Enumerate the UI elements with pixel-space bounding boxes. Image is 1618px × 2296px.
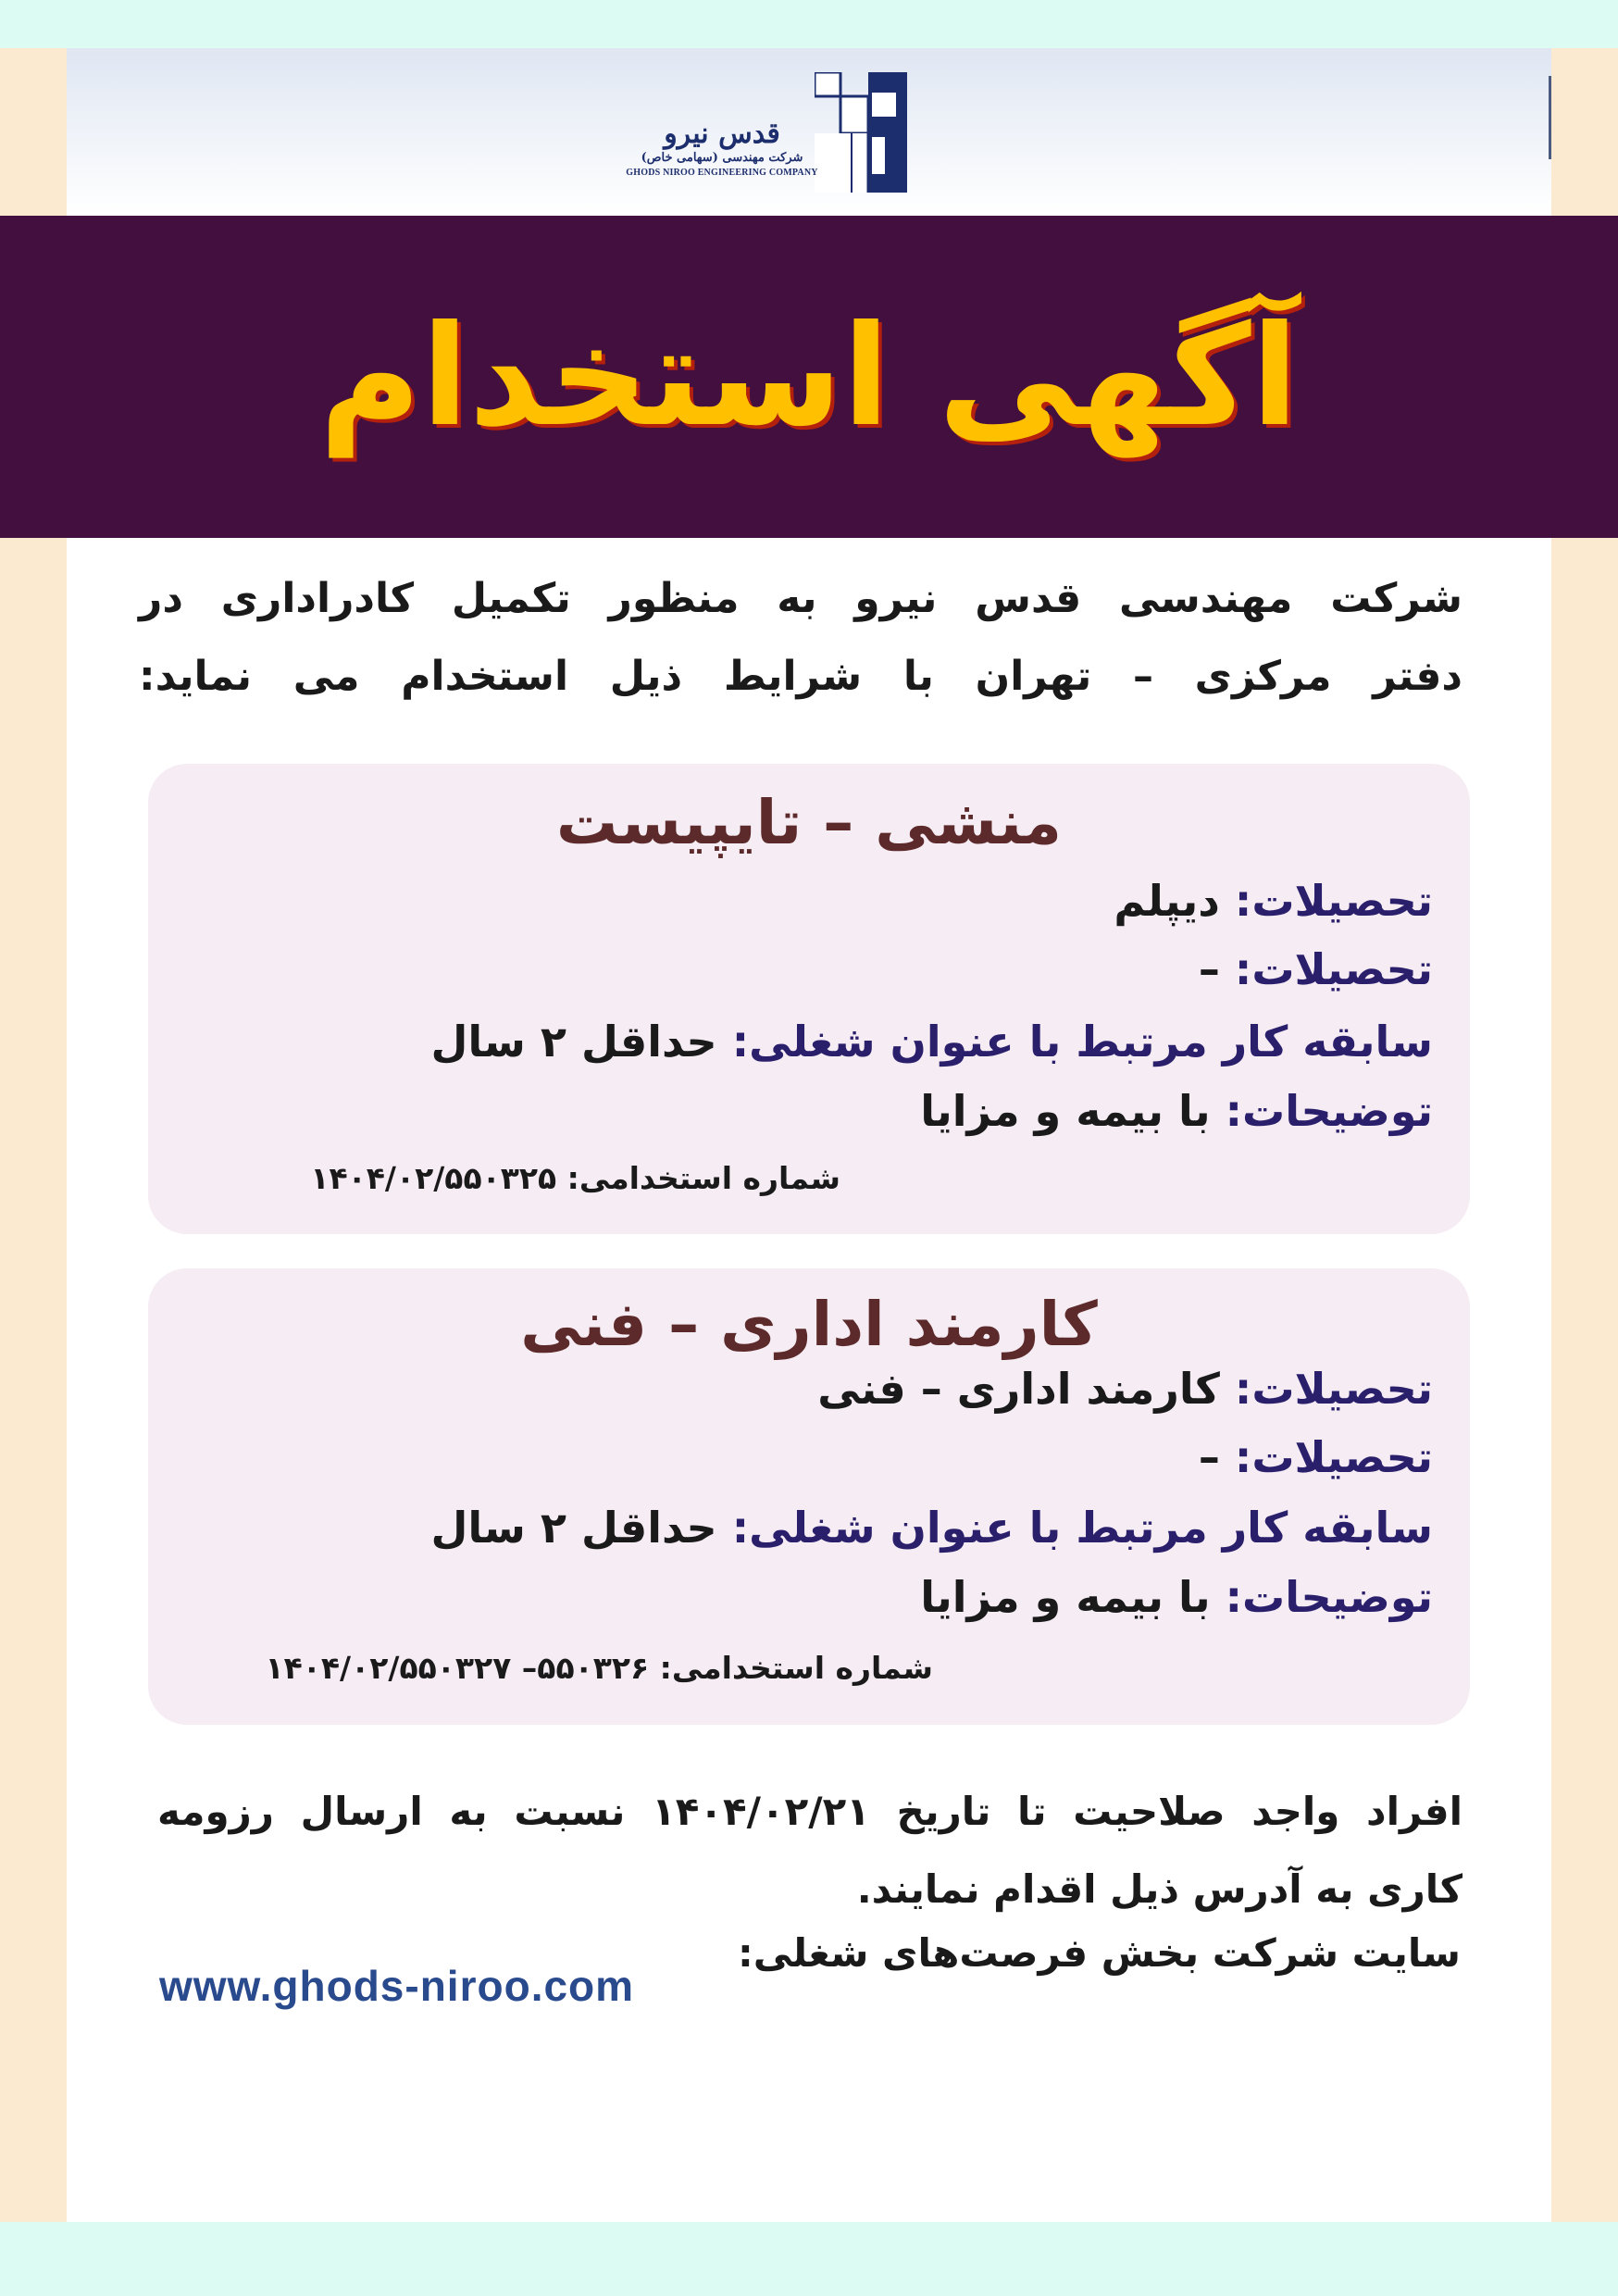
bottom-border-strip: [0, 2222, 1618, 2296]
education2-value: –: [1198, 944, 1220, 994]
education2-row: [1199, 942, 1433, 997]
closing-line-2: کاری به آدرس ذیل اقدام نمایند.: [856, 1866, 1462, 1912]
job-title: کارمند اداری – فنی: [520, 1289, 1098, 1360]
closing-line-1: افراد واجد صلاحیت تا تاریخ ۱۴۰۴/۰۲/۲۱ نسبت به ارسال رزومه: [157, 1789, 1462, 1834]
experience-value: حداقل ۲ سال: [430, 1503, 717, 1553]
job-card-admin-technical: [148, 1268, 1470, 1725]
intro-paragraph: [139, 560, 1462, 716]
education2-value: –: [1198, 1432, 1220, 1482]
notes-row: [920, 1083, 1433, 1139]
logo-mark-icon: [815, 72, 907, 193]
notes-label: توضیحات:: [1225, 1572, 1433, 1622]
experience-label: سابقه کار مرتبط با عنوان شغلی:: [731, 1017, 1433, 1067]
company-logo: [620, 72, 907, 193]
intro-line-1: شرکت مهندسی قدس نیرو به منظور تکمیل کادراداری در: [139, 575, 1462, 622]
notes-label: توضیحات:: [1225, 1086, 1433, 1136]
job-card-secretary: [148, 764, 1470, 1234]
reference-number: شماره استخدامی: ۵۵۰۳۲۶– ۱۴۰۴/۰۲/۵۵۰۳۲۷: [265, 1650, 933, 1686]
education-value: دیپلم: [1114, 876, 1220, 926]
top-border-strip: [0, 0, 1618, 48]
experience-label: سابقه کار مرتبط با عنوان شغلی:: [731, 1503, 1433, 1553]
logo-subtitle-fa: شرکت مهندسی (سهامی خاص): [641, 151, 803, 165]
education-value: کارمند اداری – فنی: [817, 1364, 1220, 1414]
logo-name-fa: قدس نیرو: [664, 118, 780, 150]
education-row: [817, 1361, 1433, 1416]
page-title: آگهی استخدام: [319, 296, 1299, 457]
education2-row: [1199, 1429, 1433, 1485]
education-label: تحصیلات:: [1234, 1364, 1433, 1414]
closing-paragraph: [157, 1773, 1462, 1928]
notes-value: با بیمه و مزایا: [920, 1572, 1211, 1622]
experience-value: حداقل ۲ سال: [430, 1017, 717, 1067]
header-edge-line: [1549, 76, 1551, 159]
notes-row: [920, 1569, 1433, 1625]
notes-value: با بیمه و مزایا: [920, 1086, 1211, 1136]
education-row: [1114, 873, 1433, 929]
education2-label: تحصیلات:: [1234, 1432, 1433, 1482]
education2-label: تحصیلات:: [1234, 944, 1433, 994]
education-label: تحصیلات:: [1234, 876, 1433, 926]
site-label: سایت شرکت بخش فرصت‌های شغلی:: [737, 1930, 1461, 1976]
logo-text-block: [620, 119, 824, 180]
intro-line-2: دفتر مرکزی – تهران با شرایط ذیل استخدام می نماید:: [139, 653, 1462, 700]
experience-row: [430, 1500, 1433, 1555]
logo-name-en: GHODS NIROO ENGINEERING COMPANY: [626, 168, 818, 178]
experience-row: [430, 1014, 1433, 1069]
title-band: [0, 216, 1618, 538]
job-title: منشی – تایپیست: [556, 787, 1062, 858]
reference-number: شماره استخدامی: ۱۴۰۴/۰۲/۵۵۰۳۲۵: [310, 1160, 840, 1196]
website-link[interactable]: www.ghods-niroo.com: [159, 1962, 635, 2010]
